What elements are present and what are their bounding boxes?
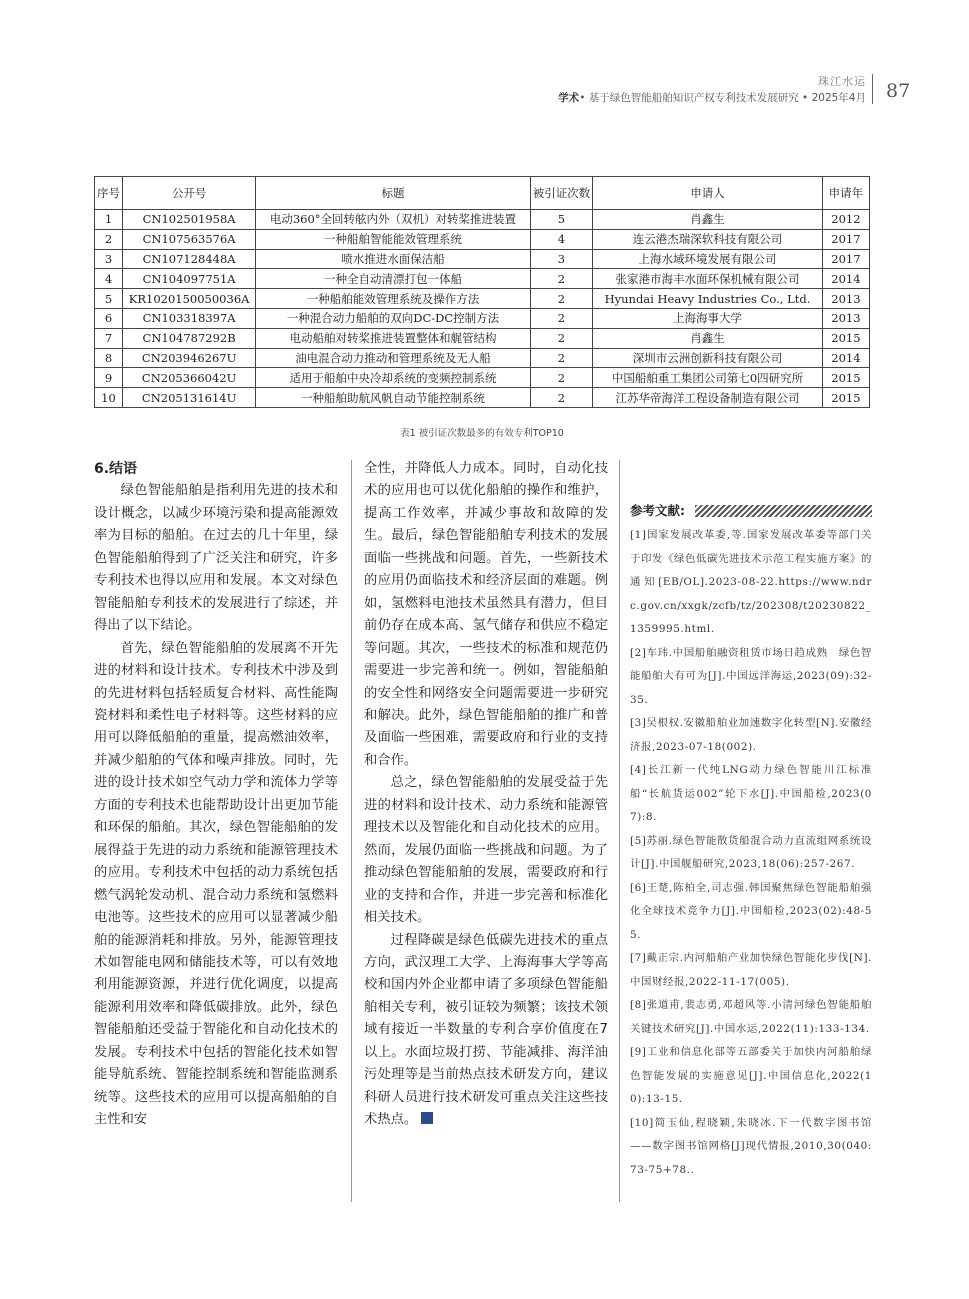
journal-name: 珠江水运	[818, 75, 866, 88]
table-cell: 电动360°全回转舷内外（双机）对转桨推进装置	[256, 210, 531, 230]
page-header	[0, 0, 969, 110]
table-cell: KR1020150050036A	[123, 289, 256, 309]
table-cell: 深圳市云洲创新科技有限公司	[593, 348, 823, 368]
table-cell: 2015	[822, 388, 869, 408]
table-cell: 8	[95, 348, 123, 368]
table-cell: 9	[95, 368, 123, 388]
table-cell: 肖鑫生	[593, 210, 823, 230]
column-divider	[619, 460, 620, 1202]
table-cell: 2013	[822, 289, 869, 309]
page-number: 87	[886, 80, 911, 102]
section-label: 学术	[558, 92, 580, 104]
table-cell: 4	[95, 269, 123, 289]
table-cell: 油电混合动力推动和管理系统及无人船	[256, 348, 531, 368]
table-row	[95, 249, 870, 269]
col-header-index: 序号	[95, 177, 123, 210]
reference-item: [10]简玉仙,程晓颖,朱晓冰.下一代数字图书馆——数字图书馆网格[J]现代情报,2010,30(040:73-75+78..	[630, 1116, 872, 1176]
table-cell: 肖鑫生	[593, 328, 823, 348]
table-cell: 2014	[822, 348, 869, 368]
table-cell: 2015	[822, 368, 869, 388]
table-cell: 一种船舶助航风帆自动节能控制系统	[256, 388, 531, 408]
paragraph: 过程降碳是绿色低碳先进技术的重点方向，武汉理工大学、上海海事大学等高校和国内外企业都申请了多项绿色智能船舶相关专利，被引证较为频繁；该技术领域有接近一半数量的专利合享价值度在7以上。水面垃圾打捞、节能减排、海洋油污处理等是当前热点技术研发方向，建议科研人员进行技术研发可重点关注这些技术热点。	[364, 932, 608, 1128]
table-cell: 张家港市海丰水面环保机械有限公司	[593, 269, 823, 289]
table-cell: 上海水域环境发展有限公司	[593, 249, 823, 269]
table-cell: 江苏华帝海洋工程设备制造有限公司	[593, 388, 823, 408]
table-cell: 2014	[822, 269, 869, 289]
table-row	[95, 348, 870, 368]
column-divider	[351, 460, 352, 1202]
table-cell: 2	[530, 348, 593, 368]
col-header-year: 申请年	[822, 177, 869, 210]
paragraph: 总之，绿色智能船舶的发展受益于先进的材料和设计技术、动力系统和能源管理技术以及智能化和自动化技术的应用。然而，发展仍面临一些挑战和问题。为了推动绿色智能船舶的发展，需要政府和行业的支持和合作，并进一步完善和标准化相关技术。	[364, 775, 608, 926]
table-cell: 2012	[822, 210, 869, 230]
reference-item: [4]长江新一代纯LNG动力绿色智能川江标准船“长航货运002”轮下水[J].中国船检,2023(07):8.	[630, 764, 872, 823]
table-row	[95, 308, 870, 328]
running-head	[558, 90, 866, 105]
header-divider	[872, 74, 873, 104]
table-cell: 2	[530, 328, 593, 348]
table-cell: 一种船舶能效管理系统及操作方法	[256, 289, 531, 309]
table-cell: 一种全自动清漂打包一体船	[256, 269, 531, 289]
end-mark-icon	[421, 1112, 433, 1124]
table-cell: 2013	[822, 308, 869, 328]
paragraph: 全性，并降低人力成本。同时，自动化技术的应用也可以优化船舶的操作和维护，提高工作效率，并减少事故和故障的发生。最后，绿色智能船舶专利技术的发展面临一些挑战和问题。首先，一些新技术的应用仍面临技术和经济层面的难题。例如，氢燃料电池技术虽然具有潜力，但目前仍存在成本高、氢气储存和供应不稳定等问题。其次，一些技术的标准和规范仍需要进一步完善和统一。例如，智能船舶的安全性和网络安全问题需要进一步研究和解决。此外，绿色智能船舶的推广和普及面临一些困难，需要政府和行业的支持和合作。	[364, 461, 608, 768]
table-row	[95, 388, 870, 408]
table-cell: 上海海事大学	[593, 308, 823, 328]
reference-item: [9]工业和信息化部等五部委关于加快内河船舶绿色智能发展的实施意见[J].中国信息化,2022(10):13-15.	[630, 1046, 872, 1105]
table-cell: CN103318397A	[123, 308, 256, 328]
body-column-2	[364, 458, 608, 1132]
hatch-decoration	[695, 505, 872, 517]
reference-item: [2]车玮.中国船舶融资租赁市场日趋成熟 绿色智能船舶大有可为[J].中国远洋海运,2023(09):32-35.	[630, 646, 872, 706]
table-row	[95, 229, 870, 249]
running-title: • 基于绿色智能船舶知识产权专利技术发展研究 • 2025年4月	[579, 92, 866, 104]
body-column-1	[94, 458, 338, 1132]
table-cell: 2	[530, 289, 593, 309]
references-section	[630, 500, 872, 1182]
table-cell: 连云港杰瑞深软科技有限公司	[593, 229, 823, 249]
table-header-row	[95, 177, 870, 210]
references-list	[630, 524, 872, 1182]
table-row	[95, 328, 870, 348]
table-cell: CN205131614U	[123, 388, 256, 408]
table-cell: 一种混合动力船舶的双向DC-DC控制方法	[256, 308, 531, 328]
paragraph: 首先，绿色智能船舶的发展离不开先进的材料和设计技术。专利技术中涉及到的先进材料包括轻质复合材料、高性能陶瓷材料和柔性电子材料等。这些材料的应用可以降低船舶的重量，提高燃油效率，并减少船舶的气体和噪声排放。同时，先进的设计技术如空气动力学和流体力学等方面的专利技术也能帮助设计出更加节能和环保的船舶。其次，绿色智能船舶的发展得益于先进的动力系统和能源管理技术的应用。专利技术中包括的动力系统包括燃气涡轮发动机、混合动力系统和氢燃料电池等。这些技术的应用可以显著减少船舶的能源消耗和排放。另外，能源管理技术如智能电网和储能技术等，可以有效地利用能源资源，并进行优化调度，以提高能源利用效率和降低碳排放。此外，绿色智能船舶还受益于智能化和自动化技术的发展。专利技术中包括的智能化技术如智能导航系统、智能控制系统和智能监测系统等。这些技术的应用可以提高船舶的自主性和安	[94, 640, 338, 1128]
table-cell: 2015	[822, 328, 869, 348]
table-cell: 6	[95, 308, 123, 328]
table-cell: 10	[95, 388, 123, 408]
table-cell: 电动船舶对转桨推进装置整体和艉管结构	[256, 328, 531, 348]
col-header-applicant: 申请人	[593, 177, 823, 210]
table-row	[95, 368, 870, 388]
table-cell: 2017	[822, 249, 869, 269]
table-cell: 5	[530, 210, 593, 230]
table-cell: 5	[95, 289, 123, 309]
table-cell: 中国船舶重工集团公司第七0四研究所	[593, 368, 823, 388]
patent-table	[94, 176, 870, 408]
table-cell: 2	[95, 229, 123, 249]
references-heading: 参考文献:	[630, 500, 872, 522]
table-cell: Hyundai Heavy Industries Co., Ltd.	[593, 289, 823, 309]
table-cell: CN102501958A	[123, 210, 256, 230]
reference-item: [1]国家发展改革委,等.国家发展改革委等部门关于印发《绿色低碳先进技术示范工程实施方案》的通知[EB/OL].2023-08-22.https://www.ndrc.gov.cn/xxgk/zcfb/tz/202308/t20230822_1359995.html.	[630, 529, 872, 635]
table-cell: 喷水推进水面保洁船	[256, 249, 531, 269]
table-cell: CN104097751A	[123, 269, 256, 289]
table-row	[95, 210, 870, 230]
table-cell: 一种船舶智能能效管理系统	[256, 229, 531, 249]
table-row	[95, 289, 870, 309]
table-cell: 4	[530, 229, 593, 249]
table-cell: CN203946267U	[123, 348, 256, 368]
table-cell: 2	[530, 388, 593, 408]
reference-item: [5]苏丽.绿色智能散货船混合动力直流组网系统设计[J].中国舰船研究,2023,18(06):257-267.	[630, 834, 872, 870]
reference-item: [8]张道甫,裴志勇,邓超风等.小清河绿色智能船舶关键技术研究[J].中国水运,2022(11):133-134.	[630, 999, 872, 1035]
col-header-title: 标题	[256, 177, 531, 210]
col-header-pub-no: 公开号	[123, 177, 256, 210]
col-header-citations: 被引证次数	[530, 177, 593, 210]
table-cell: 1	[95, 210, 123, 230]
reference-item: [7]戴正宗.内河船舶产业加快绿色智能化步伐[N].中国财经报,2022-11-17(005).	[630, 952, 872, 988]
section-heading: 6.结语	[94, 461, 138, 477]
table-cell: 3	[95, 249, 123, 269]
table-cell: CN107128448A	[123, 249, 256, 269]
table-cell: 7	[95, 328, 123, 348]
table-cell: 2	[530, 308, 593, 328]
table-cell: 2	[530, 269, 593, 289]
table-cell: 2	[530, 368, 593, 388]
paragraph: 绿色智能船舶是指利用先进的技术和设计概念，以减少环境污染和提高能源效率为目标的船舶。在过去的几十年里，绿色智能船舶得到了广泛关注和研究，许多专利技术也得以应用和发展。本文对绿色智能船舶专利技术的发展进行了综述，并得出了以下结论。	[94, 483, 338, 634]
table-row	[95, 269, 870, 289]
reference-item: [3]吴根权.安徽船舶业加速数字化转型[N].安徽经济报,2023-07-18(002).	[630, 717, 872, 753]
table-cell: 适用于船舶中央冷却系统的变频控制系统	[256, 368, 531, 388]
table-cell: CN205366042U	[123, 368, 256, 388]
table-caption: 表1 被引证次数最多的有效专利TOP10	[400, 428, 564, 439]
table-cell: 2017	[822, 229, 869, 249]
table-cell: 3	[530, 249, 593, 269]
reference-item: [6]王楚,陈柏全,司志强.韩国聚焦绿色智能船舶强化全球技术竞争力[J].中国船检,2023(02):48-55.	[630, 881, 872, 941]
table-cell: CN107563576A	[123, 229, 256, 249]
table-cell: CN104787292B	[123, 328, 256, 348]
